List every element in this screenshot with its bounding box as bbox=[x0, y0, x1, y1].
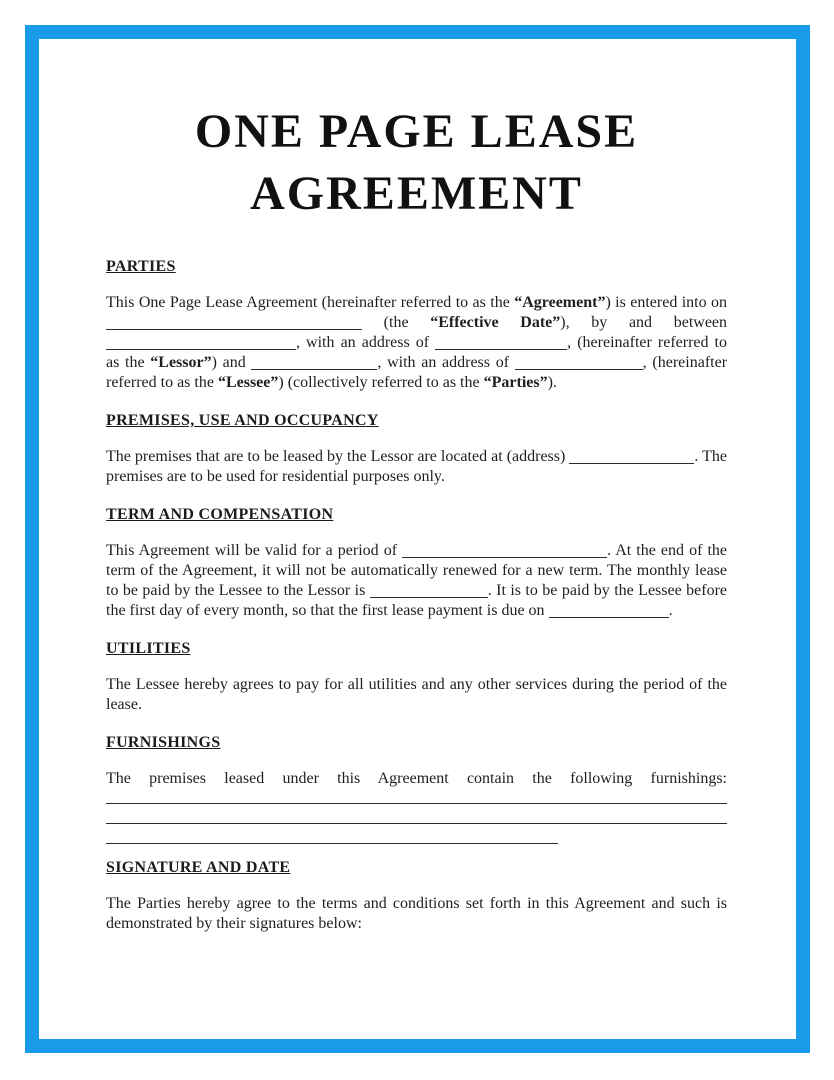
paragraph: The Lessee hereby agrees to pay for all utilities and any other services during the period of the lease. bbox=[106, 676, 727, 713]
heading-utilities: UTILITIES bbox=[106, 640, 191, 657]
section-furnishings bbox=[106, 733, 727, 844]
paragraph: The premises leased under this Agreement contain the following furnishings: bbox=[106, 770, 727, 787]
blank-line bbox=[106, 829, 558, 844]
heading-signature-and-date: SIGNATURE AND DATE bbox=[106, 859, 291, 876]
sections bbox=[106, 257, 727, 934]
heading-term-and-compensation: TERM AND COMPENSATION bbox=[106, 506, 334, 523]
paragraph: This One Page Lease Agreement (hereinafter referred to as the “Agreement”) is entered into on (the “Effective Date”), by and between , with an address of , (hereinafter referred to as the “Lessor”) and , with an address of , (hereinafter referred to as the “Lessee”) (collectively referred to as the “Parties”). bbox=[106, 294, 728, 391]
premises-address-blank bbox=[569, 449, 694, 464]
heading-parties: PARTIES bbox=[106, 258, 176, 275]
lease-period-blank bbox=[402, 543, 607, 558]
paragraph: This Agreement will be valid for a period of . At the end of the term of the Agreement, it will not be automatically renewed for a new term. The monthly lease to be paid by the Lessee to the Lessor is . It is to be paid by the Lessee before the first day of every month, so that the first lease payment is due on . bbox=[106, 542, 727, 619]
lessee-name-blank bbox=[251, 355, 377, 370]
heading-premises-use-and-occupancy: PREMISES, USE AND OCCUPANCY bbox=[106, 412, 379, 429]
first-payment-due-date-blank bbox=[549, 603, 669, 618]
lessee-address-blank bbox=[515, 355, 643, 370]
furnishings-blank-lines bbox=[106, 789, 727, 844]
section-premises-use-and-occupancy bbox=[106, 411, 727, 487]
bold-term: “Agreement” bbox=[514, 294, 606, 311]
document-content bbox=[106, 39, 727, 1039]
section-term-and-compensation bbox=[106, 505, 727, 621]
monthly-lease-amount-blank bbox=[370, 583, 488, 598]
effective-date-blank bbox=[106, 315, 362, 330]
bold-term: “Lessor” bbox=[150, 354, 212, 371]
lessor-address-blank bbox=[435, 335, 567, 350]
paragraph: The premises that are to be leased by the Lessor are located at (address) . The premises are to be used for residential purposes only. bbox=[106, 448, 727, 485]
blank-line bbox=[106, 809, 727, 824]
bold-term: “Lessee” bbox=[217, 374, 279, 391]
section-parties bbox=[106, 257, 727, 393]
bold-term: “Parties” bbox=[483, 374, 548, 391]
bold-term: “Effective Date” bbox=[430, 314, 561, 331]
heading-furnishings: FURNISHINGS bbox=[106, 734, 221, 751]
lessor-name-blank bbox=[106, 335, 296, 350]
section-utilities bbox=[106, 639, 727, 715]
document-title: ONE PAGE LEASE AGREEMENT bbox=[194, 105, 639, 220]
section-signature-and-date bbox=[106, 858, 727, 934]
paragraph: The Parties hereby agree to the terms and conditions set forth in this Agreement and such is demonstrated by their signatures below: bbox=[106, 895, 727, 932]
blank-line bbox=[106, 789, 727, 804]
